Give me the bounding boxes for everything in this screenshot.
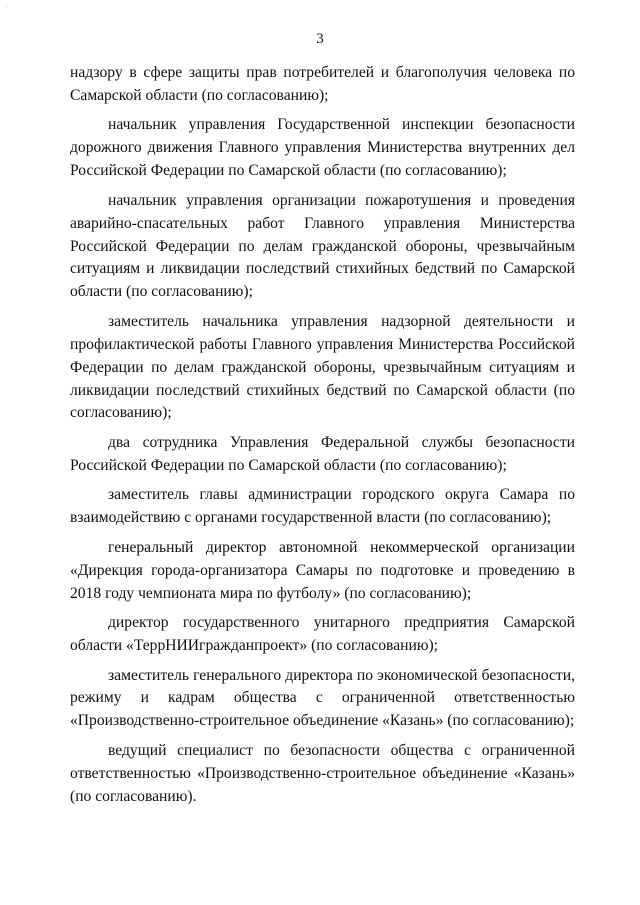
paragraph-supervision-deputy-head: заместитель начальника управления надзорной деятельности и профилактической работы Главного управления Министерства Российской Федерации по делам гражданской обороны, чрезвычайным ситуациям и ликвидации последствий стихийных бедствий по Самарской области (по согласованию); [70, 312, 575, 422]
paragraph-continuation: надзору в сфере защиты прав потребителей и благополучия человека по Самарской области (по согласованию); [70, 64, 575, 104]
paragraph-kazan-security-specialist: ведущий специалист по безопасности общества с ограниченной ответственностью «Производственно-строительное объединение «Казань» (по согласованию). [70, 741, 575, 805]
paragraph-city-deputy-head: заместитель главы администрации городского округа Самара по взаимодействию с органами государственной власти (по согласованию); [70, 486, 575, 527]
paragraph-world-cup-directorate: генеральный директор автономной некоммерческой организации «Дирекция города-организатора Самары по подготовке и проведению в 2018 году чемпионата мира по футболу» (по согласованию); [70, 538, 575, 602]
paragraph-kazan-deputy-director: заместитель генерального директора по экономической безопасности, режиму и кадрам общества с ограниченной ответственностью «Производственно-строительное объединение «Казань» (по согласованию); [70, 666, 575, 730]
paragraph-terrnii-director: директор государственного унитарного предприятия Самарской области «ТеррНИИгражданпроект» (по согласованию); [70, 614, 575, 654]
margin-mark: : [6, 3, 8, 9]
page-number: 3 [316, 31, 324, 47]
paragraph-fsb-officers: два сотрудника Управления Федеральной службы безопасности Российской Федерации по Самарской области (по согласованию); [70, 433, 575, 474]
document-body [70, 62, 575, 815]
paragraph-gibdd-head: начальник управления Государственной инспекции безопасности дорожного движения Главного управления Министерства внутренних дел Российской Федерации по Самарской области (по согласованию); [70, 116, 575, 180]
paragraph-fire-department-head: начальник управления организации пожаротушения и проведения аварийно-спасательных работ Главного управления Министерства Российской Федерации по делам гражданской обороны, чрезвычайным ситуациям и ликвидации последствий стихийных бедствий по Самарской области (по согласованию); [70, 191, 575, 301]
